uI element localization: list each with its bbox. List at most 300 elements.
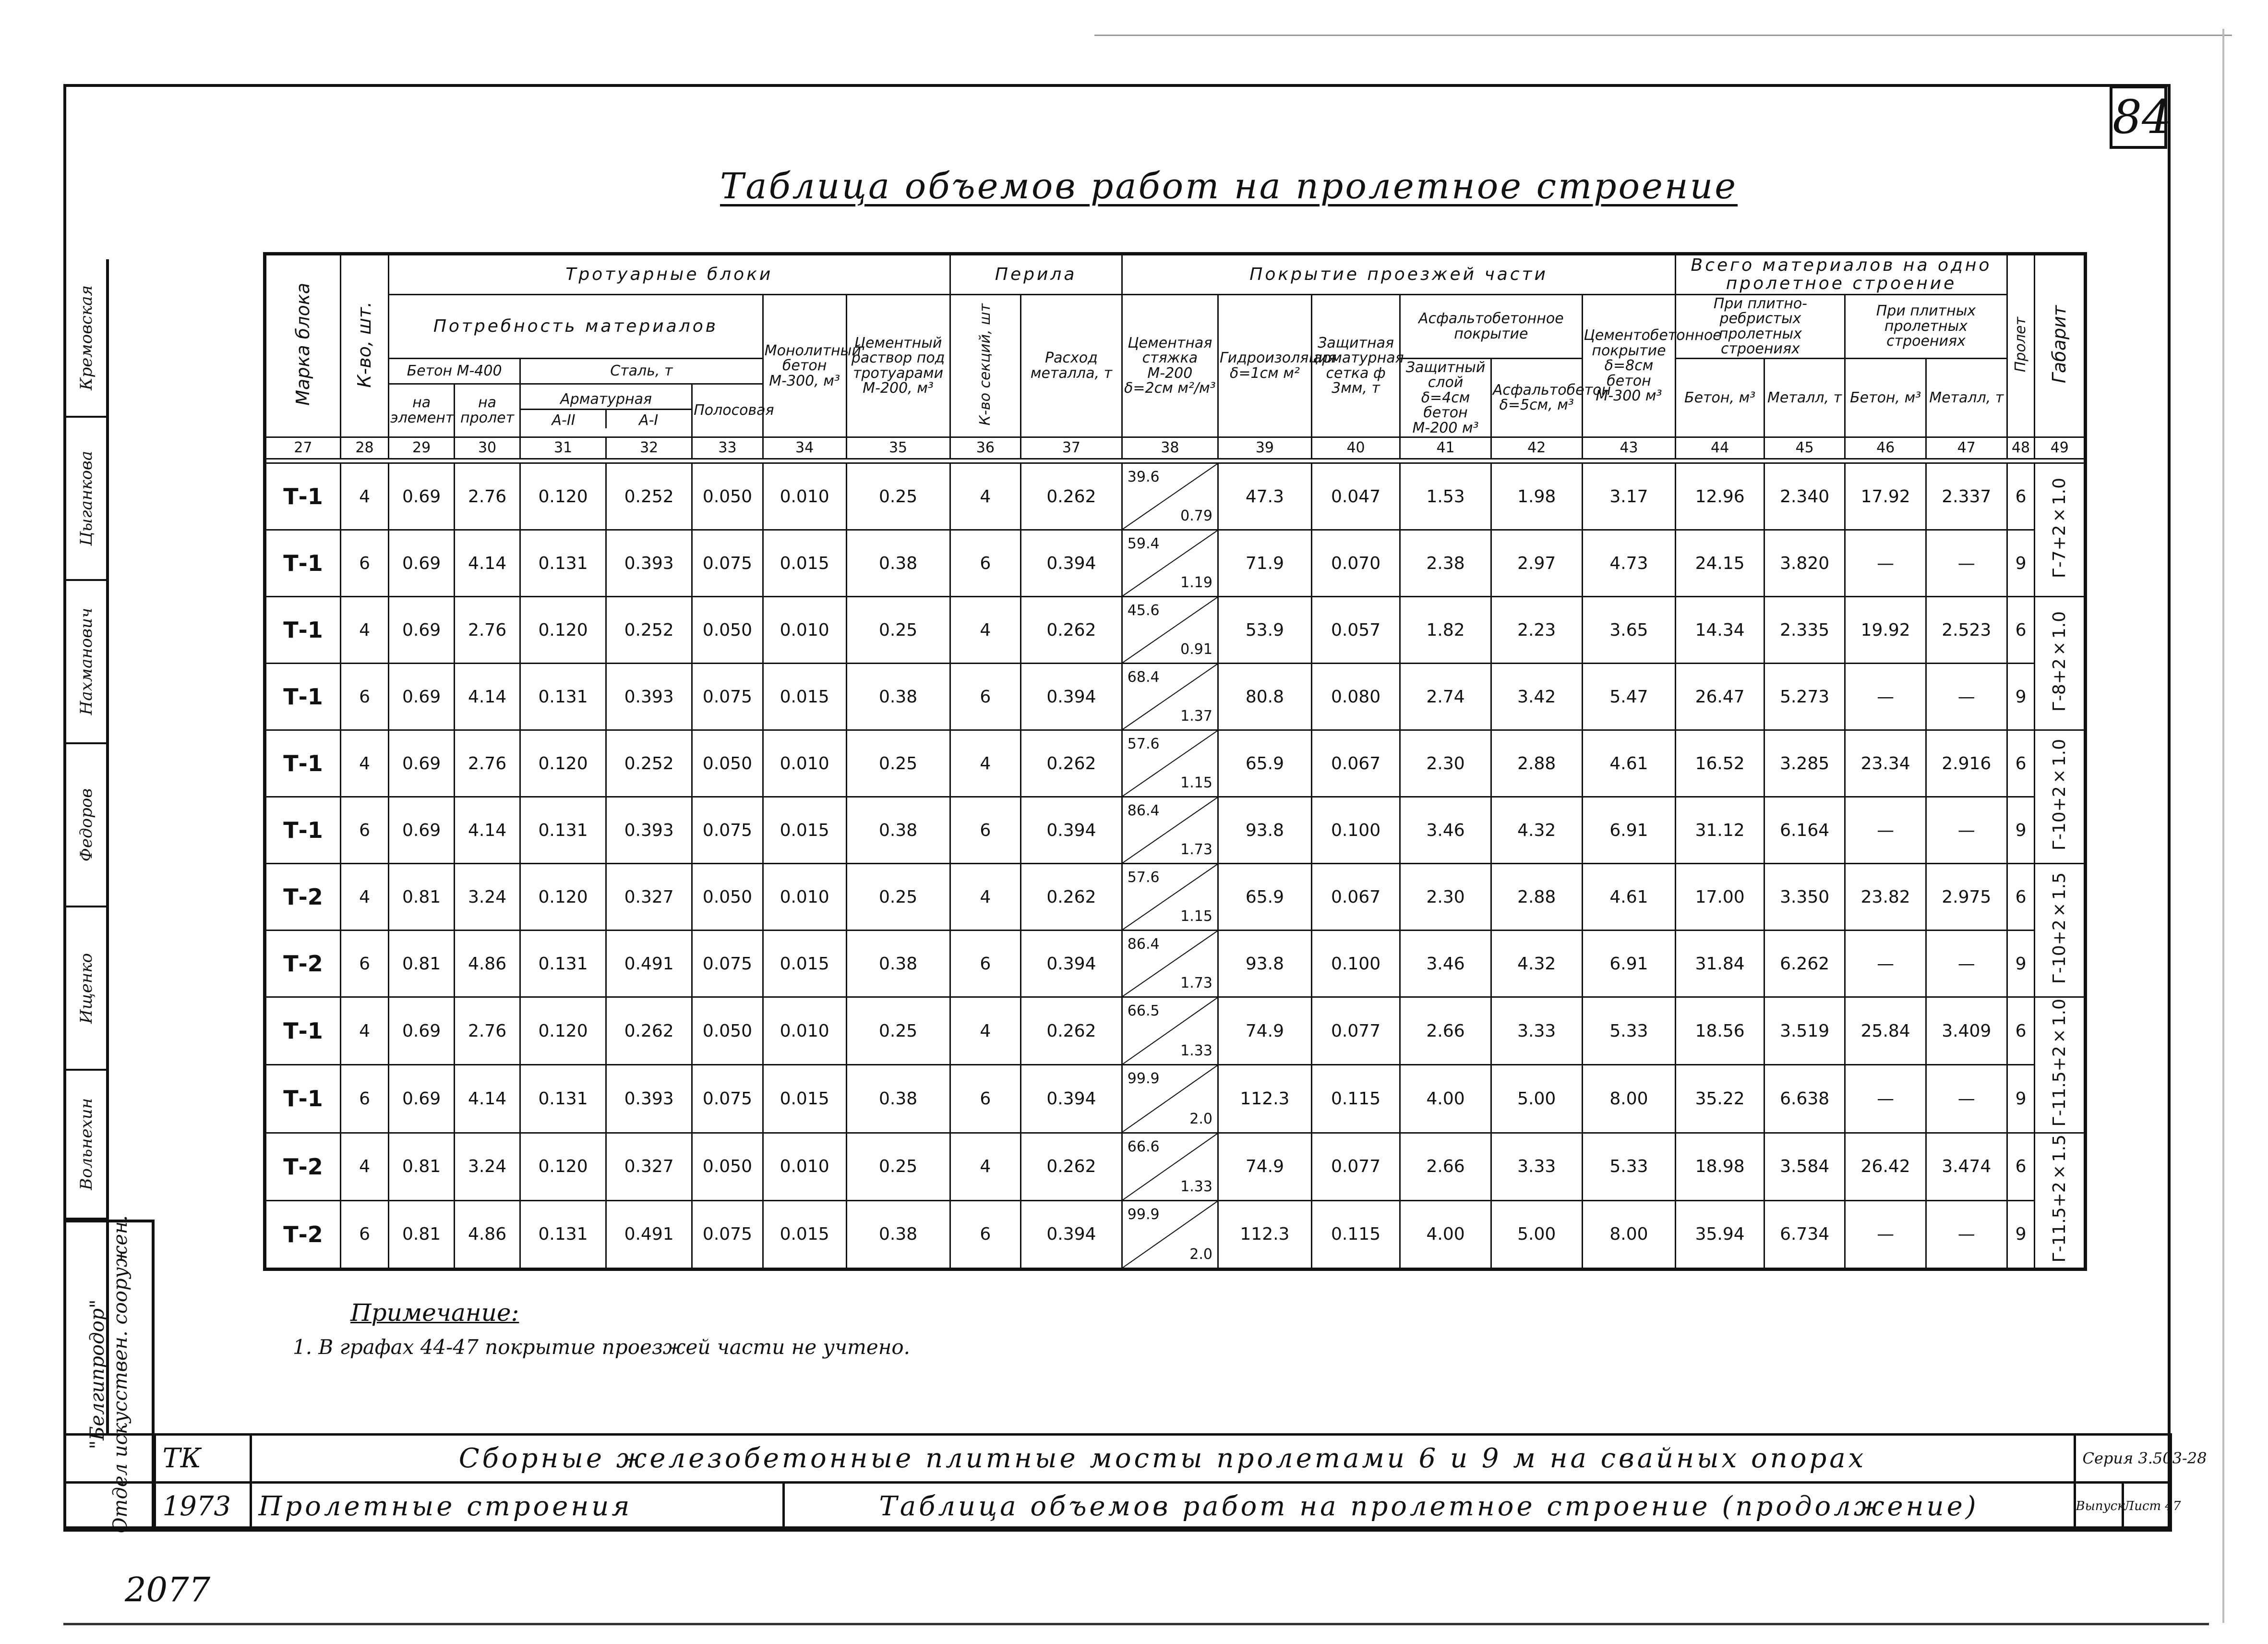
- table-cell: 9: [2007, 530, 2035, 597]
- signature-cell: [66, 259, 106, 418]
- table-cell: 2.66: [1400, 997, 1491, 1065]
- table-cell: 0.69: [389, 797, 455, 864]
- hdr-metal-use: Расход металла, т: [1021, 294, 1122, 437]
- table-cell: 0.69: [389, 597, 455, 664]
- table-cell: Т-1: [265, 664, 341, 730]
- table-cell: 0.81: [389, 931, 455, 997]
- table-cell: 47.3: [1218, 463, 1311, 530]
- table-cell: 0.015: [763, 530, 846, 597]
- table-cell: 0.131: [520, 1200, 606, 1269]
- hdr-mark: Марка блока: [265, 254, 341, 437]
- table-cell: 5.47: [1582, 664, 1676, 730]
- organization-name: "Белгипродор" Отдел искусствен. сооружен.: [86, 1215, 132, 1534]
- table-cell: 0.69: [389, 463, 455, 530]
- table-cell: 3.519: [1764, 997, 1845, 1065]
- table-cell: 9: [2007, 931, 2035, 997]
- table-cell: 4.86: [455, 1200, 520, 1269]
- table-cell: 4.32: [1491, 931, 1582, 997]
- hdr-concrete-m400: Бетон М-400: [389, 358, 520, 384]
- table-cell: —: [1926, 797, 2007, 864]
- table-cell: 4.14: [455, 797, 520, 864]
- table-cell: 9: [2007, 664, 2035, 730]
- table-cell: 6: [950, 530, 1021, 597]
- table-cell: 0.69: [389, 730, 455, 797]
- table-cell: 0.120: [520, 730, 606, 797]
- hdr-on-span: на пролет: [455, 384, 520, 437]
- hdr-need: Потребность материалов: [389, 294, 763, 358]
- hdr-mesh: Защитная арматурная сетка ф 3мм, т: [1311, 294, 1400, 437]
- table-cell: 25.84: [1845, 997, 1926, 1065]
- table-cell: —: [1926, 931, 2007, 997]
- hdr-metal-2: Металл, т: [1926, 358, 2007, 437]
- table-cell: 23.34: [1845, 730, 1926, 797]
- table-cell: 6.734: [1764, 1200, 1845, 1269]
- table-cell: 12.96: [1676, 463, 1764, 530]
- hdr-sections: К-во секций, шт: [950, 294, 1021, 437]
- table-cell: 4: [950, 997, 1021, 1065]
- table-cell: 6: [341, 1200, 389, 1269]
- table-cell: 0.070: [1311, 530, 1400, 597]
- table-cell: —: [1926, 530, 2007, 597]
- hdr-asphalt-group: Асфальтобетонное покрытие: [1400, 294, 1582, 358]
- signature-cell: [66, 1071, 106, 1220]
- table-cell: 6: [2007, 864, 2035, 931]
- header-separator: [265, 459, 2086, 463]
- titleblock-main-title: Сборные железобетонные плитные мосты пролетами 6 и 9 м на свайных опорах: [251, 1435, 2075, 1483]
- table-cell: 0.38: [846, 1065, 950, 1133]
- table-cell: 6: [2007, 463, 2035, 530]
- gabarit-cell: [2035, 730, 2086, 864]
- table-cell: 6.638: [1764, 1065, 1845, 1133]
- screed-fraction-cell: [1122, 1133, 1218, 1200]
- table-row: [265, 1065, 2086, 1133]
- table-cell: 4.86: [455, 931, 520, 997]
- table-cell: 4: [950, 597, 1021, 664]
- table-cell: 0.115: [1311, 1200, 1400, 1269]
- column-number: 36: [950, 437, 1021, 459]
- table-cell: 0.075: [692, 1200, 763, 1269]
- screed-fraction-cell: [1122, 730, 1218, 797]
- hdr-cement-cover: Цементобетонное покрытие δ=8см бетон М-300 м³: [1582, 294, 1676, 437]
- table-row: [265, 931, 2086, 997]
- signature-name: Ищенко: [76, 953, 96, 1024]
- table-cell: 9: [2007, 1200, 2035, 1269]
- table-cell: 0.491: [606, 931, 692, 997]
- table-cell: 0.393: [606, 664, 692, 730]
- table-cell: 2.30: [1400, 730, 1491, 797]
- notes-title: Примечание:: [350, 1299, 519, 1327]
- table-cell: 74.9: [1218, 997, 1311, 1065]
- screed-area: 45.6: [1127, 602, 1160, 619]
- table-cell: 0.131: [520, 931, 606, 997]
- table-cell: —: [1926, 664, 2007, 730]
- table-cell: 2.975: [1926, 864, 2007, 931]
- screed-fraction-cell: [1122, 597, 1218, 664]
- table-row: [265, 1133, 2086, 1200]
- column-number: 43: [1582, 437, 1676, 459]
- table-cell: 6: [2007, 730, 2035, 797]
- column-number: 48: [2007, 437, 2035, 459]
- table-cell: 2.23: [1491, 597, 1582, 664]
- table-cell: 0.050: [692, 730, 763, 797]
- table-cell: 0.38: [846, 1200, 950, 1269]
- screed-area: 68.4: [1127, 669, 1160, 686]
- table-cell: 0.69: [389, 1065, 455, 1133]
- column-numbers-row: [265, 437, 2086, 459]
- table-cell: Т-2: [265, 1200, 341, 1269]
- table-cell: 0.077: [1311, 997, 1400, 1065]
- signature-name: Цыганкова: [76, 450, 96, 546]
- table-cell: 0.050: [692, 463, 763, 530]
- works-volume-table: [263, 252, 2087, 1271]
- table-cell: 6.262: [1764, 931, 1845, 997]
- table-cell: 9: [2007, 797, 2035, 864]
- table-cell: 6: [950, 797, 1021, 864]
- table-cell: 6: [950, 1065, 1021, 1133]
- hdr-a2: А-II: [522, 410, 607, 428]
- screed-area: 99.9: [1127, 1206, 1160, 1223]
- gabarit-cell: [2035, 463, 2086, 597]
- screed-volume: 1.73: [1180, 975, 1212, 992]
- table-cell: 0.252: [606, 463, 692, 530]
- table-cell: 6: [950, 931, 1021, 997]
- table-cell: 4.14: [455, 1065, 520, 1133]
- column-number: 37: [1021, 437, 1122, 459]
- table-cell: 4: [950, 730, 1021, 797]
- hdr-metal-1: Металл, т: [1764, 358, 1845, 437]
- table-cell: 4: [950, 1133, 1021, 1200]
- gabarit-label: Г-11.5+2×1.0: [2050, 999, 2070, 1127]
- table-cell: 0.120: [520, 1133, 606, 1200]
- table-cell: Т-2: [265, 1133, 341, 1200]
- column-number: 29: [389, 437, 455, 459]
- screed-volume: 1.33: [1180, 1042, 1212, 1060]
- screed-area: 57.6: [1127, 736, 1160, 753]
- column-number: 34: [763, 437, 846, 459]
- table-cell: 3.24: [455, 864, 520, 931]
- sheet-number: 84: [2110, 85, 2167, 149]
- screed-fraction-cell: [1122, 797, 1218, 864]
- table-body: [265, 463, 2086, 1269]
- table-cell: 0.067: [1311, 730, 1400, 797]
- hdr-cement-screed: Цементная стяжка М-200 δ=2см м²/м³: [1122, 294, 1218, 437]
- hdr-on-element: на элемент: [389, 384, 455, 437]
- table-cell: —: [1845, 664, 1926, 730]
- hdr-concrete-1: Бетон, м³: [1676, 358, 1764, 437]
- table-cell: 3.24: [455, 1133, 520, 1200]
- gabarit-label: Г-7+2×1.0: [2050, 477, 2070, 578]
- table-cell: 24.15: [1676, 530, 1764, 597]
- column-number: 31: [520, 437, 606, 459]
- hdr-railing: Перила: [950, 254, 1122, 295]
- table-cell: 0.100: [1311, 931, 1400, 997]
- table-cell: 0.394: [1021, 664, 1122, 730]
- screed-area: 66.6: [1127, 1138, 1160, 1155]
- column-number: 46: [1845, 437, 1926, 459]
- screed-fraction-cell: [1122, 997, 1218, 1065]
- table-cell: 0.81: [389, 1200, 455, 1269]
- screed-area: 66.5: [1127, 1003, 1160, 1020]
- titleblock-series: Серия 3.503-28: [2075, 1435, 2171, 1483]
- table-cell: 18.56: [1676, 997, 1764, 1065]
- table-cell: 5.33: [1582, 997, 1676, 1065]
- table-cell: 3.33: [1491, 997, 1582, 1065]
- column-number: 41: [1400, 437, 1491, 459]
- table-cell: 0.100: [1311, 797, 1400, 864]
- signature-cell: [66, 907, 106, 1071]
- screed-fraction-cell: [1122, 931, 1218, 997]
- table-cell: 0.252: [606, 597, 692, 664]
- table-cell: —: [1926, 1200, 2007, 1269]
- bottom-trim-line: [63, 1623, 2209, 1625]
- table-cell: 4: [950, 463, 1021, 530]
- table-cell: 3.350: [1764, 864, 1845, 931]
- column-number: 30: [455, 437, 520, 459]
- table-cell: 0.050: [692, 864, 763, 931]
- hdr-rebar-label: Арматурная: [521, 392, 691, 411]
- table-cell: 0.120: [520, 597, 606, 664]
- table-cell: 2.76: [455, 463, 520, 530]
- screed-area: 86.4: [1127, 802, 1160, 820]
- column-number: 38: [1122, 437, 1218, 459]
- table-cell: 0.115: [1311, 1065, 1400, 1133]
- hdr-count: К-во, шт.: [341, 254, 389, 437]
- table-cell: 31.84: [1676, 931, 1764, 997]
- table-cell: 0.69: [389, 664, 455, 730]
- table-cell: 31.12: [1676, 797, 1764, 864]
- table-cell: 0.075: [692, 931, 763, 997]
- screed-volume: 1.19: [1180, 574, 1212, 592]
- table-cell: 0.25: [846, 997, 950, 1065]
- table-cell: 0.25: [846, 597, 950, 664]
- table-cell: 0.120: [520, 463, 606, 530]
- table-cell: 0.010: [763, 997, 846, 1065]
- gabarit-cell: [2035, 864, 2086, 997]
- table-cell: 2.523: [1926, 597, 2007, 664]
- table-cell: 0.393: [606, 1065, 692, 1133]
- column-number: 33: [692, 437, 763, 459]
- screed-volume: 1.15: [1180, 908, 1212, 925]
- table-cell: 0.394: [1021, 530, 1122, 597]
- table-cell: Т-1: [265, 997, 341, 1065]
- titleblock-empty-cell: [63, 1483, 155, 1531]
- table-cell: 6.164: [1764, 797, 1845, 864]
- table-cell: 0.25: [846, 463, 950, 530]
- table-cell: 2.97: [1491, 530, 1582, 597]
- table-cell: 2.76: [455, 597, 520, 664]
- table-cell: 4.14: [455, 664, 520, 730]
- table-cell: 6.91: [1582, 931, 1676, 997]
- table-cell: Т-1: [265, 730, 341, 797]
- table-cell: 4.00: [1400, 1065, 1491, 1133]
- screed-area: 57.6: [1127, 869, 1160, 886]
- table-row: [265, 530, 2086, 597]
- column-number: 49: [2035, 437, 2086, 459]
- table-cell: 0.075: [692, 664, 763, 730]
- signature-cell: [66, 744, 106, 907]
- table-cell: 93.8: [1218, 931, 1311, 997]
- table-cell: 0.327: [606, 1133, 692, 1200]
- table-cell: Т-1: [265, 597, 341, 664]
- hdr-strip: Полосовая: [692, 384, 763, 437]
- table-cell: 0.120: [520, 864, 606, 931]
- table-cell: 5.273: [1764, 664, 1845, 730]
- table-cell: 0.69: [389, 530, 455, 597]
- column-number: 32: [606, 437, 692, 459]
- table-cell: 71.9: [1218, 530, 1311, 597]
- table-cell: 112.3: [1218, 1065, 1311, 1133]
- table-cell: 0.38: [846, 797, 950, 864]
- table-cell: 0.262: [1021, 1133, 1122, 1200]
- titleblock-empty-cell: [63, 1435, 155, 1483]
- table-cell: 16.52: [1676, 730, 1764, 797]
- archive-stamp-number: 2077: [125, 1570, 211, 1609]
- table-cell: 9: [2007, 1065, 2035, 1133]
- table-cell: 6: [950, 1200, 1021, 1269]
- table-cell: 74.9: [1218, 1133, 1311, 1200]
- table-cell: 0.080: [1311, 664, 1400, 730]
- table-row: [265, 664, 2086, 730]
- table-cell: 0.015: [763, 797, 846, 864]
- table-cell: 0.010: [763, 1133, 846, 1200]
- table-cell: 5.33: [1582, 1133, 1676, 1200]
- table-cell: 0.075: [692, 530, 763, 597]
- table-cell: 4: [341, 730, 389, 797]
- screed-volume: 1.33: [1180, 1178, 1212, 1195]
- table-cell: 4: [950, 864, 1021, 931]
- titleblock-tk: ТК: [155, 1435, 251, 1483]
- table-cell: 0.394: [1021, 797, 1122, 864]
- table-cell: 53.9: [1218, 597, 1311, 664]
- table-cell: 3.33: [1491, 1133, 1582, 1200]
- hdr-cement-mortar: Цементный раствор под тротуарами М-200, м³: [846, 294, 950, 437]
- screed-area: 59.4: [1127, 535, 1160, 553]
- table-cell: 8.00: [1582, 1065, 1676, 1133]
- table-cell: 0.262: [1021, 730, 1122, 797]
- signature-name: Федоров: [76, 788, 96, 862]
- screed-fraction-cell: [1122, 530, 1218, 597]
- table-cell: 0.262: [1021, 997, 1122, 1065]
- table-cell: 2.340: [1764, 463, 1845, 530]
- hdr-sidewalk: Тротуарные блоки: [389, 254, 950, 295]
- table-cell: 3.584: [1764, 1133, 1845, 1200]
- hdr-waterproof: Гидроизоляция δ=1см м²: [1218, 294, 1311, 437]
- table-cell: 3.17: [1582, 463, 1676, 530]
- column-number: 42: [1491, 437, 1582, 459]
- table-cell: 3.46: [1400, 931, 1491, 997]
- table-cell: 0.077: [1311, 1133, 1400, 1200]
- screed-volume: 1.15: [1180, 774, 1212, 792]
- gabarit-label: Г-8+2×1.0: [2050, 611, 2070, 712]
- hdr-steel: Сталь, т: [520, 358, 763, 384]
- table-cell: 2.76: [455, 997, 520, 1065]
- hdr-deck: Покрытие проезжей части: [1122, 254, 1676, 295]
- column-number: 28: [341, 437, 389, 459]
- column-number: 47: [1926, 437, 2007, 459]
- table-cell: 4: [341, 597, 389, 664]
- title-block: [63, 1433, 2207, 1532]
- table-cell: 1.53: [1400, 463, 1491, 530]
- screed-area: 39.6: [1127, 469, 1160, 486]
- table-cell: 4: [341, 997, 389, 1065]
- table-cell: 0.262: [1021, 597, 1122, 664]
- table-row: [265, 997, 2086, 1065]
- table-cell: 6: [341, 1065, 389, 1133]
- table-cell: 0.010: [763, 864, 846, 931]
- table-cell: 0.050: [692, 597, 763, 664]
- table-cell: 19.92: [1845, 597, 1926, 664]
- table-cell: 0.38: [846, 664, 950, 730]
- table-cell: 4.61: [1582, 730, 1676, 797]
- gabarit-label: Г-11.5+2×1.5: [2050, 1134, 2070, 1262]
- table-cell: 3.474: [1926, 1133, 2007, 1200]
- gabarit-cell: [2035, 997, 2086, 1133]
- screed-fraction-cell: [1122, 463, 1218, 530]
- signature-name: Нахманович: [76, 608, 96, 715]
- table-cell: 0.69: [389, 997, 455, 1065]
- table-cell: 0.131: [520, 797, 606, 864]
- screed-volume: 1.37: [1180, 708, 1212, 725]
- table-cell: 0.25: [846, 730, 950, 797]
- table-cell: 6.91: [1582, 797, 1676, 864]
- table-cell: 0.81: [389, 1133, 455, 1200]
- screed-volume: 0.79: [1180, 508, 1212, 525]
- table-cell: 2.38: [1400, 530, 1491, 597]
- table-cell: 1.82: [1400, 597, 1491, 664]
- table-cell: 2.74: [1400, 664, 1491, 730]
- table-cell: 0.015: [763, 1065, 846, 1133]
- table-cell: 2.335: [1764, 597, 1845, 664]
- table-cell: 0.81: [389, 864, 455, 931]
- table-cell: 0.057: [1311, 597, 1400, 664]
- table-cell: 0.010: [763, 597, 846, 664]
- right-trim-line: [2222, 29, 2224, 1623]
- screed-area: 99.9: [1127, 1070, 1160, 1088]
- table-cell: 3.46: [1400, 797, 1491, 864]
- table-cell: 3.409: [1926, 997, 2007, 1065]
- signature-name: Кремовская: [76, 285, 96, 390]
- table-cell: 6: [950, 664, 1021, 730]
- table-cell: 6: [2007, 997, 2035, 1065]
- table-cell: —: [1845, 797, 1926, 864]
- table-row: [265, 597, 2086, 664]
- table-row: [265, 864, 2086, 931]
- hdr-monolith: Монолитный бетон М-300, м³: [763, 294, 846, 437]
- column-number: 27: [265, 437, 341, 459]
- screed-volume: 2.0: [1189, 1110, 1212, 1127]
- table-cell: —: [1926, 1065, 2007, 1133]
- hdr-concrete-2: Бетон, м³: [1845, 358, 1926, 437]
- table-cell: 0.393: [606, 797, 692, 864]
- hdr-asphalt: Асфальтобетон δ=5см, м³: [1491, 358, 1582, 437]
- hdr-gabarit: Габарит: [2035, 254, 2086, 437]
- table-cell: 4.61: [1582, 864, 1676, 931]
- table-cell: 0.010: [763, 730, 846, 797]
- titleblock-sheet-title: Таблица объемов работ на пролетное строение (продолжение): [783, 1483, 2075, 1531]
- signature-name: Вольнехин: [76, 1098, 96, 1190]
- table-cell: 2.88: [1491, 864, 1582, 931]
- table-cell: 3.285: [1764, 730, 1845, 797]
- table-cell: 0.38: [846, 530, 950, 597]
- table-cell: 4: [341, 463, 389, 530]
- table-cell: 80.8: [1218, 664, 1311, 730]
- column-number: 40: [1311, 437, 1400, 459]
- table-cell: 23.82: [1845, 864, 1926, 931]
- table-cell: 0.252: [606, 730, 692, 797]
- top-trim-line: [1094, 35, 2232, 36]
- table-cell: 0.015: [763, 1200, 846, 1269]
- table-cell: 14.34: [1676, 597, 1764, 664]
